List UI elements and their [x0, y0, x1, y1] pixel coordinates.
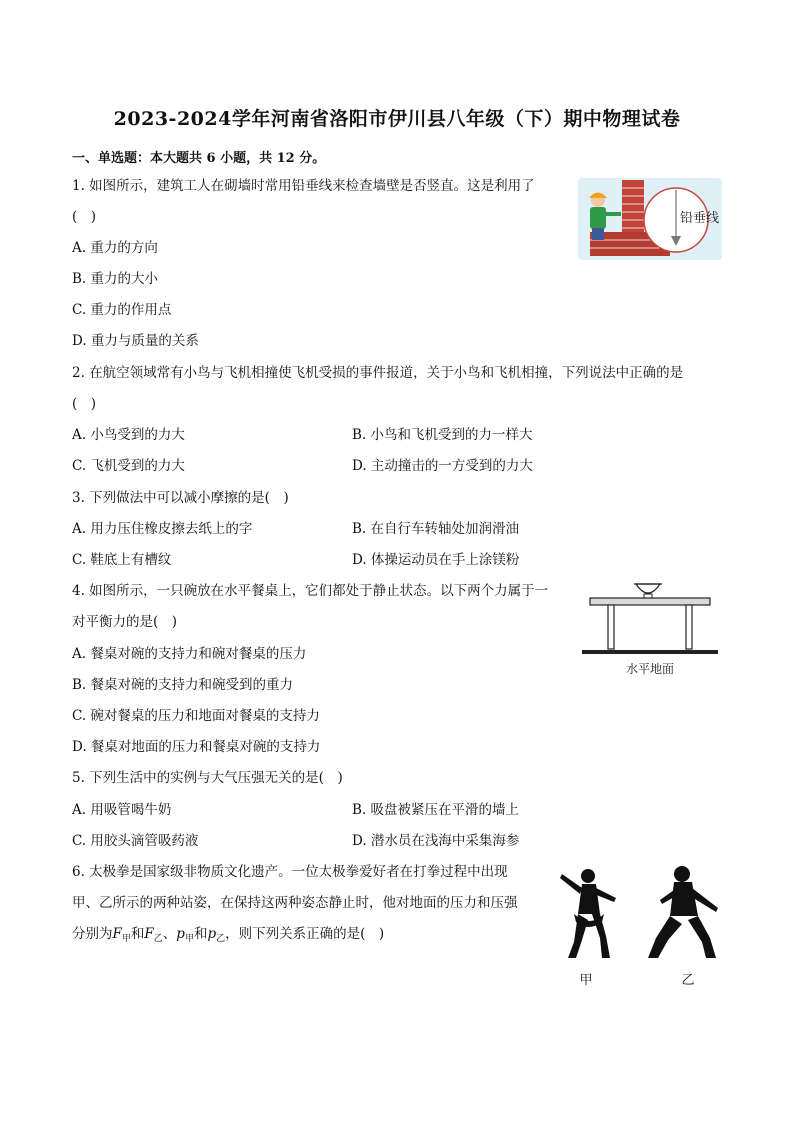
exam-title: 2023-2024学年河南省洛阳市伊川县八年级（下）期中物理试卷	[113, 108, 681, 130]
q1-option-c: C. 重力的作用点	[72, 302, 172, 318]
q4-option-a: A. 餐桌对碗的支持力和碗对餐桌的压力	[72, 646, 307, 662]
q2-option-b: B. 小鸟和飞机受到的力一样大	[352, 427, 533, 443]
q4-option-b: B. 餐桌对碗的支持力和碗受到的重力	[72, 677, 294, 693]
q4-stem-line1: 4. 如图所示，一只碗放在水平餐桌上，它们都处于静止状态。以下两个力属于一	[72, 583, 549, 599]
force-letter: F	[112, 926, 122, 942]
subscript-yi: 乙	[216, 934, 226, 944]
q1-option-b: B. 重力的大小	[72, 271, 159, 287]
taichi-figure	[552, 858, 728, 992]
force-symbol-yi	[144, 926, 162, 942]
q2-option-d: D. 主动撞击的一方受到的力大	[352, 458, 533, 474]
pressure-symbol-yi	[207, 926, 225, 942]
q5-option-b: B. 吸盘被紧压在平滑的墙上	[352, 802, 520, 818]
taichi-pose-jia-silhouette	[560, 869, 616, 958]
figure-label-jia: 甲	[579, 973, 593, 988]
pressure-letter: p	[176, 926, 185, 942]
force-symbol-jia	[113, 926, 131, 942]
taichi-pose-yi-silhouette	[648, 866, 718, 958]
q1-stem-line2: ( )	[72, 209, 97, 225]
q6-stem-line1: 6. 太极拳是国家级非物质文化遗产。一位太极拳爱好者在打拳过程中出现	[72, 864, 508, 880]
subscript-jia: 甲	[184, 934, 194, 944]
q3-option-a: A. 用力压住橡皮擦去纸上的字	[72, 521, 253, 537]
q6-text-prefix: 分别为	[72, 926, 113, 942]
q6-stem-line2: 甲、乙所示的两种站姿，在保持这两种姿态静止时，他对地面的压力和压强	[72, 895, 518, 911]
and-text: 和	[130, 926, 145, 942]
q3-option-c: C. 鞋底上有槽纹	[72, 552, 172, 568]
q1-stem-line1: 1. 如图所示，建筑工人在砌墙时常用铅垂线来检查墙壁是否竖直。这是利用了	[72, 178, 535, 194]
q5-option-c: C. 用胶头滴管吸药液	[72, 833, 199, 849]
q2-option-c: C. 飞机受到的力大	[72, 458, 185, 474]
q2-stem-line1: 2. 在航空领域常有小鸟与飞机相撞使飞机受损的事件报道，关于小鸟和飞机相撞，下列说法中正确的是	[72, 365, 684, 381]
q2-stem-line2: ( )	[72, 396, 97, 412]
q1-option-d: D. 重力与质量的关系	[72, 333, 199, 349]
q4-option-d: D. 餐桌对地面的压力和餐桌对碗的支持力	[72, 739, 321, 755]
q5-stem: 5. 下列生活中的实例与大气压强无关的是( )	[72, 770, 343, 786]
q5-option-a: A. 用吸管喝牛奶	[72, 802, 172, 818]
q3-stem: 3. 下列做法中可以减小摩擦的是( )	[72, 490, 289, 506]
pressure-symbol-jia	[176, 926, 194, 942]
ground-line	[582, 650, 718, 654]
subscript-jia: 甲	[121, 934, 131, 944]
q2-option-a: A. 小鸟受到的力大	[72, 427, 185, 443]
and-text: 和	[193, 926, 208, 942]
ground-label: 水平地面	[625, 662, 675, 676]
bowl-on-table-figure	[578, 578, 722, 680]
q3-option-d: D. 体操运动员在手上涂镁粉	[352, 552, 520, 568]
bowl-image	[634, 584, 662, 598]
q5-option-d: D. 潜水员在浅海中采集海参	[352, 833, 520, 849]
q6-stem-line3	[72, 924, 384, 949]
subscript-yi: 乙	[153, 934, 163, 944]
table-image	[590, 598, 710, 649]
force-letter: F	[144, 926, 154, 942]
figure-label-yi: 乙	[681, 973, 695, 988]
section-heading: 一、单选题：本大题共 6 小题，共 12 分。	[72, 151, 326, 166]
plumb-line-label: 铅垂线	[680, 211, 720, 226]
comma-text: 、	[162, 926, 177, 942]
plumb-line-figure	[578, 178, 722, 260]
q4-stem-line2: 对平衡力的是( )	[72, 614, 178, 630]
pressure-letter: p	[207, 926, 217, 942]
q1-option-a: A. 重力的方向	[72, 240, 158, 256]
q6-text-suffix: ，则下列关系正确的是( )	[225, 926, 385, 942]
q3-option-b: B. 在自行车转轴处加润滑油	[352, 521, 520, 537]
q4-option-c: C. 碗对餐桌的压力和地面对餐桌的支持力	[72, 708, 320, 724]
